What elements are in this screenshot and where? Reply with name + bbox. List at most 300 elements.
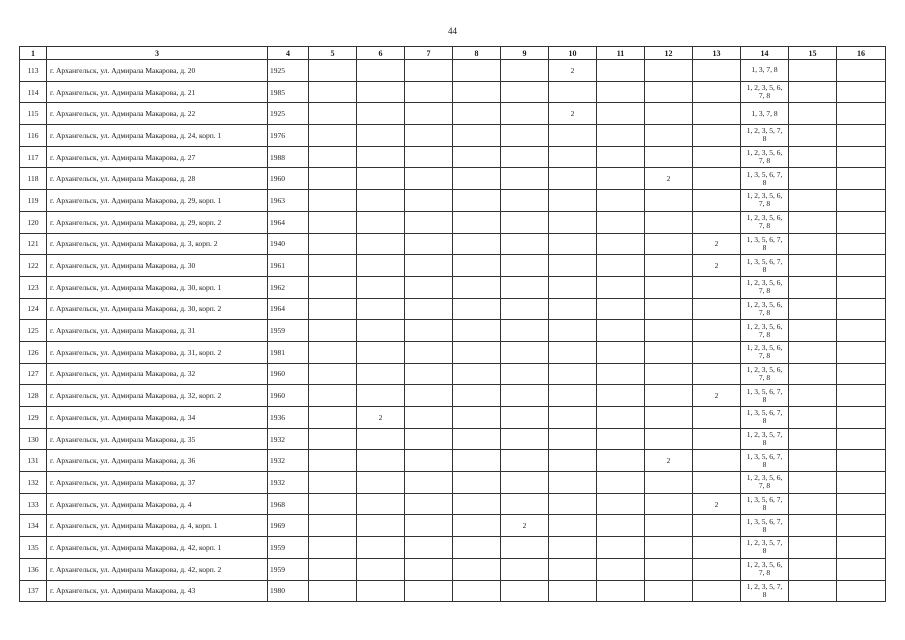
col12-cell xyxy=(645,320,693,342)
col12-cell xyxy=(645,60,693,82)
col15-cell xyxy=(789,450,837,472)
col15-cell xyxy=(789,428,837,450)
col14-cell: 1, 2, 3, 5, 6, 7, 8 xyxy=(741,211,789,233)
col10-cell xyxy=(549,125,597,147)
col13-cell xyxy=(693,276,741,298)
col13-cell xyxy=(693,190,741,212)
col14-cell: 1, 3, 5, 6, 7, 8 xyxy=(741,493,789,515)
col8-cell xyxy=(453,493,501,515)
col11-cell xyxy=(597,537,645,559)
col14-cell: 1, 3, 5, 6, 7, 8 xyxy=(741,168,789,190)
col5-cell xyxy=(309,537,357,559)
col14-cell: 1, 2, 3, 5, 6, 7, 8 xyxy=(741,558,789,580)
col16-cell xyxy=(837,298,886,320)
col5-cell xyxy=(309,125,357,147)
col9-cell xyxy=(501,428,549,450)
table-row xyxy=(20,320,886,342)
col5-cell xyxy=(309,103,357,125)
col7-cell xyxy=(405,320,453,342)
col6-cell xyxy=(357,146,405,168)
col15-cell xyxy=(789,60,837,82)
col15-cell xyxy=(789,233,837,255)
address-cell: г. Архангельск, ул. Адмирала Макарова, д. 30, корп. 2 xyxy=(47,298,268,320)
col9-cell xyxy=(501,298,549,320)
address-cell: г. Архангельск, ул. Адмирала Макарова, д. 35 xyxy=(47,428,268,450)
col6-cell xyxy=(357,298,405,320)
col8-cell xyxy=(453,558,501,580)
col7-cell xyxy=(405,60,453,82)
address-cell: г. Архангельск, ул. Адмирала Макарова, д. 31 xyxy=(47,320,268,342)
col7-cell xyxy=(405,276,453,298)
row-number-cell: 117 xyxy=(20,146,47,168)
col11-cell xyxy=(597,558,645,580)
address-cell: г. Архангельск, ул. Адмирала Макарова, д. 28 xyxy=(47,168,268,190)
col10-cell xyxy=(549,276,597,298)
col12-cell xyxy=(645,385,693,407)
table-row xyxy=(20,125,886,147)
col13-cell xyxy=(693,580,741,602)
col14-cell: 1, 3, 7, 8 xyxy=(741,103,789,125)
col8-cell xyxy=(453,146,501,168)
col5-cell xyxy=(309,276,357,298)
header-cell: 8 xyxy=(453,47,501,60)
table-row xyxy=(20,407,886,429)
col10-cell xyxy=(549,515,597,537)
col15-cell xyxy=(789,363,837,385)
col14-cell: 1, 2, 3, 5, 6, 7, 8 xyxy=(741,320,789,342)
col6-cell xyxy=(357,450,405,472)
col16-cell xyxy=(837,450,886,472)
col9-cell xyxy=(501,407,549,429)
col11-cell xyxy=(597,407,645,429)
col6-cell xyxy=(357,81,405,103)
year-cell: 1932 xyxy=(268,428,309,450)
row-number-cell: 130 xyxy=(20,428,47,450)
col13-cell: 2 xyxy=(693,233,741,255)
col7-cell xyxy=(405,211,453,233)
header-cell: 16 xyxy=(837,47,886,60)
col13-cell xyxy=(693,168,741,190)
col9-cell xyxy=(501,60,549,82)
col7-cell xyxy=(405,233,453,255)
col5-cell xyxy=(309,146,357,168)
col8-cell xyxy=(453,190,501,212)
col6-cell: 2 xyxy=(357,407,405,429)
col16-cell xyxy=(837,125,886,147)
col15-cell xyxy=(789,255,837,277)
table-row xyxy=(20,385,886,407)
col9-cell xyxy=(501,537,549,559)
address-cell: г. Архангельск, ул. Адмирала Макарова, д. 42, корп. 1 xyxy=(47,537,268,559)
col15-cell xyxy=(789,125,837,147)
col15-cell xyxy=(789,103,837,125)
col15-cell xyxy=(789,580,837,602)
row-number-cell: 137 xyxy=(20,580,47,602)
header-cell: 7 xyxy=(405,47,453,60)
col10-cell: 2 xyxy=(549,60,597,82)
col16-cell xyxy=(837,103,886,125)
col6-cell xyxy=(357,190,405,212)
row-number-cell: 128 xyxy=(20,385,47,407)
col6-cell xyxy=(357,515,405,537)
col12-cell xyxy=(645,146,693,168)
col5-cell xyxy=(309,363,357,385)
col14-cell: 1, 2, 3, 5, 7, 8 xyxy=(741,537,789,559)
col10-cell xyxy=(549,428,597,450)
address-cell: г. Архангельск, ул. Адмирала Макарова, д. 22 xyxy=(47,103,268,125)
col10-cell xyxy=(549,407,597,429)
col14-cell: 1, 2, 3, 5, 7, 8 xyxy=(741,125,789,147)
col11-cell xyxy=(597,472,645,494)
col10-cell xyxy=(549,363,597,385)
col8-cell xyxy=(453,385,501,407)
year-cell: 1959 xyxy=(268,558,309,580)
table-row xyxy=(20,537,886,559)
col5-cell xyxy=(309,81,357,103)
col7-cell xyxy=(405,168,453,190)
col10-cell xyxy=(549,81,597,103)
year-cell: 1985 xyxy=(268,81,309,103)
col11-cell xyxy=(597,168,645,190)
col11-cell xyxy=(597,211,645,233)
col12-cell xyxy=(645,211,693,233)
header-cell: 6 xyxy=(357,47,405,60)
table-body xyxy=(20,60,886,602)
table-row xyxy=(20,255,886,277)
col8-cell xyxy=(453,125,501,147)
col13-cell xyxy=(693,146,741,168)
col7-cell xyxy=(405,255,453,277)
col7-cell xyxy=(405,472,453,494)
col12-cell xyxy=(645,125,693,147)
address-cell: г. Архангельск, ул. Адмирала Макарова, д. 30, корп. 1 xyxy=(47,276,268,298)
header-cell: 15 xyxy=(789,47,837,60)
col13-cell xyxy=(693,428,741,450)
col9-cell xyxy=(501,211,549,233)
table-row xyxy=(20,190,886,212)
col13-cell xyxy=(693,558,741,580)
col10-cell xyxy=(549,537,597,559)
col5-cell xyxy=(309,515,357,537)
col10-cell: 2 xyxy=(549,103,597,125)
table-row xyxy=(20,363,886,385)
col15-cell xyxy=(789,276,837,298)
table-row xyxy=(20,233,886,255)
col10-cell xyxy=(549,472,597,494)
col6-cell xyxy=(357,103,405,125)
row-number-cell: 126 xyxy=(20,341,47,363)
col7-cell xyxy=(405,190,453,212)
col16-cell xyxy=(837,385,886,407)
year-cell: 1936 xyxy=(268,407,309,429)
table-row xyxy=(20,428,886,450)
col5-cell xyxy=(309,428,357,450)
col12-cell xyxy=(645,233,693,255)
col10-cell xyxy=(549,385,597,407)
row-number-cell: 129 xyxy=(20,407,47,429)
col7-cell xyxy=(405,428,453,450)
col16-cell xyxy=(837,211,886,233)
col6-cell xyxy=(357,233,405,255)
col11-cell xyxy=(597,363,645,385)
col16-cell xyxy=(837,493,886,515)
col15-cell xyxy=(789,385,837,407)
address-cell: г. Архангельск, ул. Адмирала Макарова, д. 20 xyxy=(47,60,268,82)
year-cell: 1964 xyxy=(268,211,309,233)
col5-cell xyxy=(309,255,357,277)
col8-cell xyxy=(453,298,501,320)
col10-cell xyxy=(549,493,597,515)
col9-cell: 2 xyxy=(501,515,549,537)
col15-cell xyxy=(789,298,837,320)
address-cell: г. Архангельск, ул. Адмирала Макарова, д. 43 xyxy=(47,580,268,602)
year-cell: 1961 xyxy=(268,255,309,277)
col12-cell xyxy=(645,190,693,212)
col7-cell xyxy=(405,103,453,125)
col11-cell xyxy=(597,233,645,255)
col12-cell xyxy=(645,255,693,277)
address-cell: г. Архангельск, ул. Адмирала Макарова, д. 3, корп. 2 xyxy=(47,233,268,255)
col12-cell xyxy=(645,428,693,450)
col11-cell xyxy=(597,385,645,407)
col5-cell xyxy=(309,190,357,212)
col16-cell xyxy=(837,276,886,298)
col10-cell xyxy=(549,320,597,342)
col5-cell xyxy=(309,211,357,233)
address-cell: г. Архангельск, ул. Адмирала Макарова, д. 24, корп. 1 xyxy=(47,125,268,147)
col9-cell xyxy=(501,125,549,147)
row-number-cell: 131 xyxy=(20,450,47,472)
col9-cell xyxy=(501,320,549,342)
col16-cell xyxy=(837,558,886,580)
col14-cell: 1, 2, 3, 5, 6, 7, 8 xyxy=(741,341,789,363)
table-row xyxy=(20,60,886,82)
col5-cell xyxy=(309,472,357,494)
table-row xyxy=(20,493,886,515)
col16-cell xyxy=(837,233,886,255)
col11-cell xyxy=(597,255,645,277)
col10-cell xyxy=(549,168,597,190)
col8-cell xyxy=(453,255,501,277)
year-cell: 1968 xyxy=(268,493,309,515)
year-cell: 1963 xyxy=(268,190,309,212)
col9-cell xyxy=(501,276,549,298)
col9-cell xyxy=(501,190,549,212)
row-number-cell: 125 xyxy=(20,320,47,342)
table-row xyxy=(20,341,886,363)
col12-cell xyxy=(645,407,693,429)
col9-cell xyxy=(501,255,549,277)
col6-cell xyxy=(357,472,405,494)
col13-cell xyxy=(693,81,741,103)
row-number-cell: 136 xyxy=(20,558,47,580)
col12-cell xyxy=(645,341,693,363)
col9-cell xyxy=(501,385,549,407)
col6-cell xyxy=(357,255,405,277)
table-row xyxy=(20,580,886,602)
year-cell: 1960 xyxy=(268,363,309,385)
address-cell: г. Архангельск, ул. Адмирала Макарова, д. 32 xyxy=(47,363,268,385)
address-cell: г. Архангельск, ул. Адмирала Макарова, д. 21 xyxy=(47,81,268,103)
col13-cell xyxy=(693,407,741,429)
col15-cell xyxy=(789,558,837,580)
col14-cell: 1, 3, 5, 6, 7, 8 xyxy=(741,233,789,255)
col10-cell xyxy=(549,211,597,233)
col11-cell xyxy=(597,515,645,537)
col9-cell xyxy=(501,493,549,515)
col14-cell: 1, 2, 3, 5, 6, 7, 8 xyxy=(741,363,789,385)
col13-cell: 2 xyxy=(693,255,741,277)
col16-cell xyxy=(837,81,886,103)
col5-cell xyxy=(309,385,357,407)
year-cell: 1969 xyxy=(268,515,309,537)
row-number-cell: 116 xyxy=(20,125,47,147)
col7-cell xyxy=(405,81,453,103)
col15-cell xyxy=(789,190,837,212)
col8-cell xyxy=(453,276,501,298)
col15-cell xyxy=(789,320,837,342)
col6-cell xyxy=(357,428,405,450)
col8-cell xyxy=(453,580,501,602)
col7-cell xyxy=(405,580,453,602)
col12-cell: 2 xyxy=(645,168,693,190)
row-number-cell: 123 xyxy=(20,276,47,298)
col7-cell xyxy=(405,493,453,515)
address-cell: г. Архангельск, ул. Адмирала Макарова, д. 29, корп. 1 xyxy=(47,190,268,212)
row-number-cell: 121 xyxy=(20,233,47,255)
col7-cell xyxy=(405,146,453,168)
row-number-cell: 122 xyxy=(20,255,47,277)
col16-cell xyxy=(837,580,886,602)
address-cell: г. Архангельск, ул. Адмирала Макарова, д. 30 xyxy=(47,255,268,277)
table-row xyxy=(20,211,886,233)
table-row xyxy=(20,450,886,472)
col16-cell xyxy=(837,146,886,168)
col13-cell xyxy=(693,211,741,233)
col11-cell xyxy=(597,190,645,212)
row-number-cell: 115 xyxy=(20,103,47,125)
col11-cell xyxy=(597,146,645,168)
col12-cell xyxy=(645,103,693,125)
col16-cell xyxy=(837,537,886,559)
col11-cell xyxy=(597,125,645,147)
col8-cell xyxy=(453,537,501,559)
col7-cell xyxy=(405,537,453,559)
col15-cell xyxy=(789,341,837,363)
row-number-cell: 127 xyxy=(20,363,47,385)
row-number-cell: 133 xyxy=(20,493,47,515)
col6-cell xyxy=(357,60,405,82)
col7-cell xyxy=(405,558,453,580)
col9-cell xyxy=(501,341,549,363)
year-cell: 1981 xyxy=(268,341,309,363)
col15-cell xyxy=(789,407,837,429)
year-cell: 1925 xyxy=(268,60,309,82)
col9-cell xyxy=(501,233,549,255)
row-number-cell: 114 xyxy=(20,81,47,103)
col7-cell xyxy=(405,341,453,363)
header-cell: 10 xyxy=(549,47,597,60)
col13-cell: 2 xyxy=(693,493,741,515)
col8-cell xyxy=(453,515,501,537)
col11-cell xyxy=(597,428,645,450)
col15-cell xyxy=(789,168,837,190)
col12-cell xyxy=(645,515,693,537)
col16-cell xyxy=(837,168,886,190)
col14-cell: 1, 2, 3, 5, 7, 8 xyxy=(741,428,789,450)
col8-cell xyxy=(453,450,501,472)
col5-cell xyxy=(309,298,357,320)
col5-cell xyxy=(309,320,357,342)
year-cell: 1960 xyxy=(268,168,309,190)
year-cell: 1932 xyxy=(268,450,309,472)
col6-cell xyxy=(357,125,405,147)
col7-cell xyxy=(405,385,453,407)
col7-cell xyxy=(405,450,453,472)
header-cell: 11 xyxy=(597,47,645,60)
col9-cell xyxy=(501,580,549,602)
address-cell: г. Архангельск, ул. Адмирала Макарова, д. 4, корп. 1 xyxy=(47,515,268,537)
col10-cell xyxy=(549,298,597,320)
year-cell: 1988 xyxy=(268,146,309,168)
col16-cell xyxy=(837,255,886,277)
col11-cell xyxy=(597,81,645,103)
col13-cell xyxy=(693,125,741,147)
col5-cell xyxy=(309,580,357,602)
col13-cell xyxy=(693,537,741,559)
year-cell: 1964 xyxy=(268,298,309,320)
col10-cell xyxy=(549,341,597,363)
header-cell: 4 xyxy=(268,47,309,60)
col14-cell: 1, 2, 3, 5, 6, 7, 8 xyxy=(741,190,789,212)
row-number-cell: 113 xyxy=(20,60,47,82)
col12-cell xyxy=(645,276,693,298)
col10-cell xyxy=(549,190,597,212)
col5-cell xyxy=(309,407,357,429)
col11-cell xyxy=(597,493,645,515)
col7-cell xyxy=(405,298,453,320)
col7-cell xyxy=(405,407,453,429)
col8-cell xyxy=(453,341,501,363)
col15-cell xyxy=(789,146,837,168)
address-cell: г. Архангельск, ул. Адмирала Макарова, д. 27 xyxy=(47,146,268,168)
col9-cell xyxy=(501,472,549,494)
col7-cell xyxy=(405,363,453,385)
year-cell: 1976 xyxy=(268,125,309,147)
col14-cell: 1, 3, 7, 8 xyxy=(741,60,789,82)
row-number-cell: 124 xyxy=(20,298,47,320)
col6-cell xyxy=(357,363,405,385)
col11-cell xyxy=(597,276,645,298)
table-row xyxy=(20,81,886,103)
address-cell: г. Архангельск, ул. Адмирала Макарова, д. 37 xyxy=(47,472,268,494)
col9-cell xyxy=(501,168,549,190)
col15-cell xyxy=(789,211,837,233)
row-number-cell: 119 xyxy=(20,190,47,212)
header-cell: 14 xyxy=(741,47,789,60)
col16-cell xyxy=(837,363,886,385)
year-cell: 1959 xyxy=(268,537,309,559)
col16-cell xyxy=(837,341,886,363)
col6-cell xyxy=(357,580,405,602)
address-cell: г. Архангельск, ул. Адмирала Макарова, д. 29, корп. 2 xyxy=(47,211,268,233)
table-row xyxy=(20,515,886,537)
col8-cell xyxy=(453,428,501,450)
col6-cell xyxy=(357,276,405,298)
col16-cell xyxy=(837,60,886,82)
col11-cell xyxy=(597,60,645,82)
address-cell: г. Архангельск, ул. Адмирала Макарова, д. 36 xyxy=(47,450,268,472)
